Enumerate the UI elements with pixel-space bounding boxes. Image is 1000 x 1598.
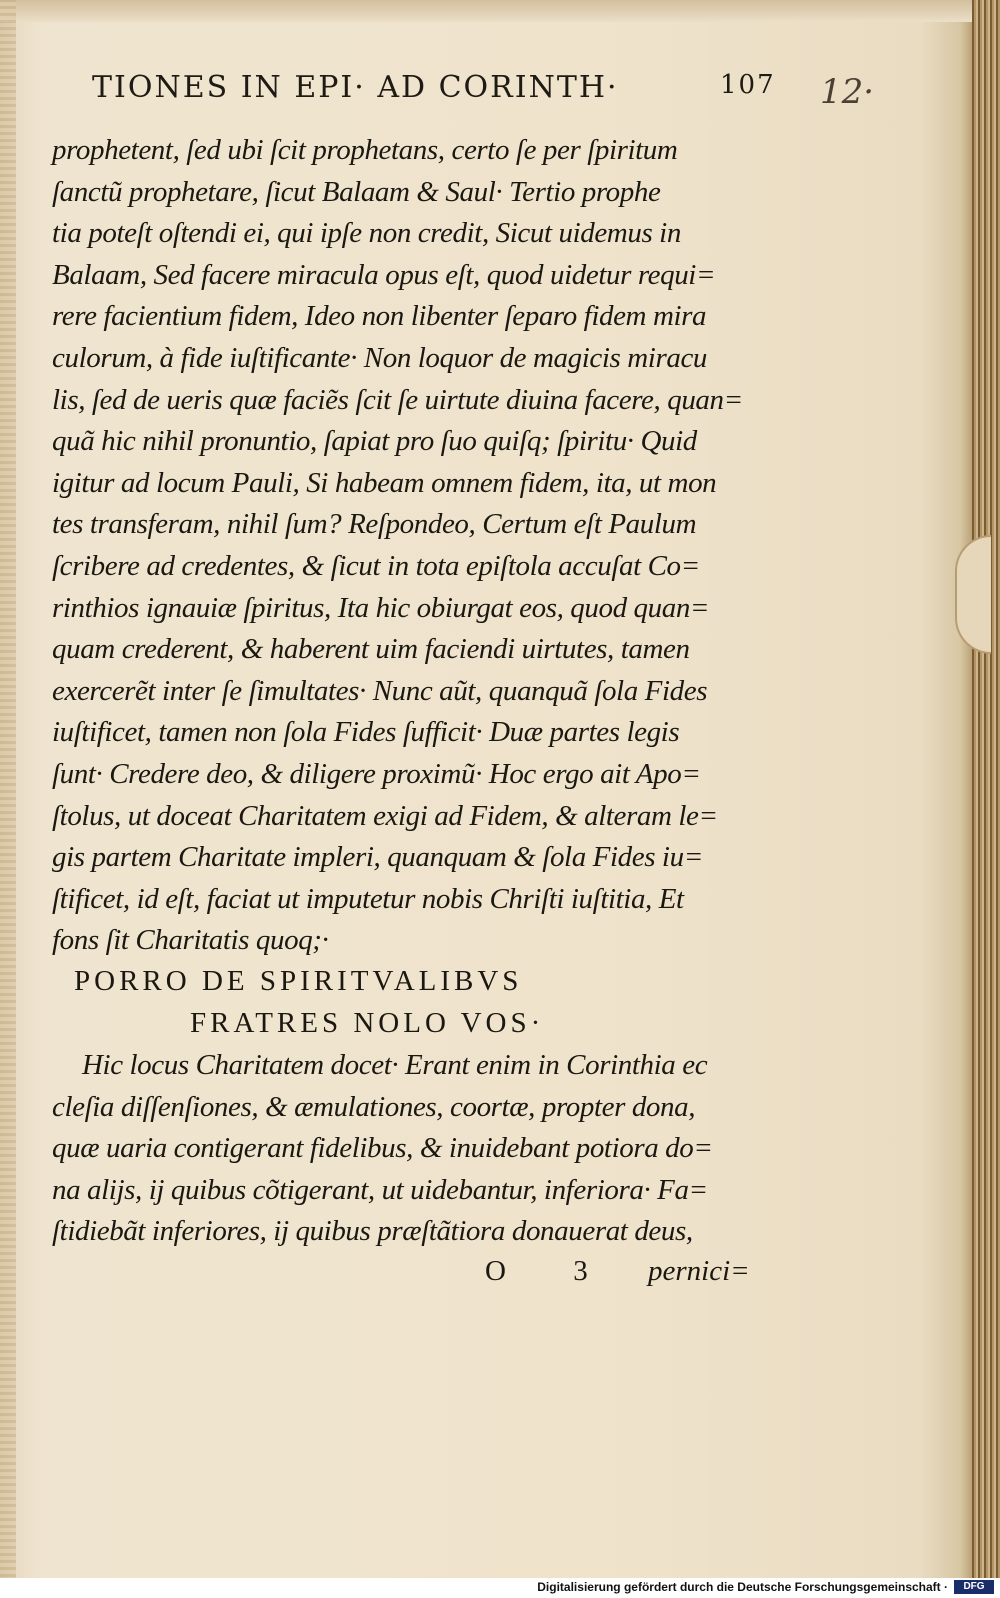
page-left-edge — [0, 0, 16, 1598]
running-title: TIONES IN EPI· AD CORINTH· — [92, 70, 619, 105]
text-line: na alijs, ij quibus cõtigerant, ut uidebantur, inferiora· Fa= — [52, 1173, 708, 1206]
section-heading-continued: FRATRES NOLO VOS· — [190, 1007, 545, 1039]
text-line: Hic locus Charitatem docet· Erant enim in Corinthia ec — [82, 1049, 708, 1081]
text-line: quã hic nihil pronuntio, ſapiat pro ſuo quiſq; ſpiritu· Quid — [52, 425, 697, 458]
funding-credit: Digitalisierung gefördert durch die Deutsche Forschungsgemeinschaft · — [537, 1580, 948, 1594]
signature-mark: O 3 — [485, 1255, 618, 1287]
text-line: igitur ad locum Pauli, Si habeam omnem fidem, ita, ut mon — [52, 466, 717, 499]
text-line: exercerẽt inter ſe ſimultates· Nunc aũt, quanquã ſola Fides — [52, 674, 708, 707]
section-heading: PORRO DE SPIRITVALIBVS — [74, 965, 523, 997]
text-line: fons ſit Charitatis quoq;· — [52, 924, 329, 957]
text-line: rere facientium fidem, Ideo non libenter ſeparo fidem mira — [52, 300, 707, 333]
main-text-block — [52, 130, 772, 962]
text-line: culorum, à fide iuſtificante· Non loquor de magicis miracu — [52, 341, 708, 374]
text-line: ſcribere ad credentes, & ſicut in tota epiſtola accuſat Co= — [52, 549, 700, 582]
catchword: pernici= — [648, 1255, 750, 1287]
text-line: ſtidiebãt inferiores, ij quibus præſtãtiora donauerat deus, — [52, 1215, 693, 1248]
dfg-logo: DFG — [954, 1580, 994, 1594]
text-line: cleſia diſſenſiones, & æmulationes, coortæ, propter dona, — [52, 1090, 696, 1123]
handwritten-marginal-note: 12· — [820, 72, 875, 112]
text-line: quæ uaria contigerant fidelibus, & inuidebant potiora do= — [52, 1132, 713, 1165]
page-top-edge — [0, 0, 1000, 22]
book-fore-edge — [972, 0, 1000, 1580]
folio-number: 107 — [720, 70, 776, 100]
text-line: iuſtificet, tamen non ſola Fides ſufficit· Duæ partes legis — [52, 716, 680, 749]
running-header — [92, 70, 782, 114]
text-line: ſanctũ prophetare, ſicut Balaam & Saul· Tertio prophe — [52, 175, 661, 208]
text-line: ſtificet, id eſt, faciat ut imputetur nobis Chriſti iuſtitia, Et — [52, 882, 684, 915]
text-line: rinthios ignauiæ ſpiritus, Ita hic obiurgat eos, quod quan= — [52, 591, 710, 624]
page-footer — [485, 1255, 785, 1295]
text-line: tia poteſt oſtendi ei, qui ipſe non credit, Sicut uidemus in — [52, 217, 681, 250]
text-line: gis partem Charitate impleri, quanquam & ſola Fides iu= — [52, 841, 703, 874]
text-line: quam crederent, & haberent uim faciendi uirtutes, tamen — [52, 633, 690, 666]
text-line: prophetent, ſed ubi ſcit prophetans, certo ſe per ſpiritum — [52, 134, 678, 166]
second-text-block — [52, 1045, 772, 1253]
text-line: Balaam, Sed facere miracula opus eſt, quod uidetur requi= — [52, 258, 716, 291]
text-line: ſunt· Credere deo, & diligere proximũ· Hoc ergo ait Apo= — [52, 757, 701, 790]
text-line: tes transferam, nihil ſum? Reſpondeo, Certum eſt Paulum — [52, 508, 697, 541]
text-line: lis, ſed de ueris quæ faciẽs ſcit ſe uirtute diuina facere, quan= — [52, 383, 743, 416]
page-tab-notch — [955, 535, 991, 654]
text-line: ſtolus, ut doceat Charitatem exigi ad Fidem, & alteram le= — [52, 799, 718, 832]
